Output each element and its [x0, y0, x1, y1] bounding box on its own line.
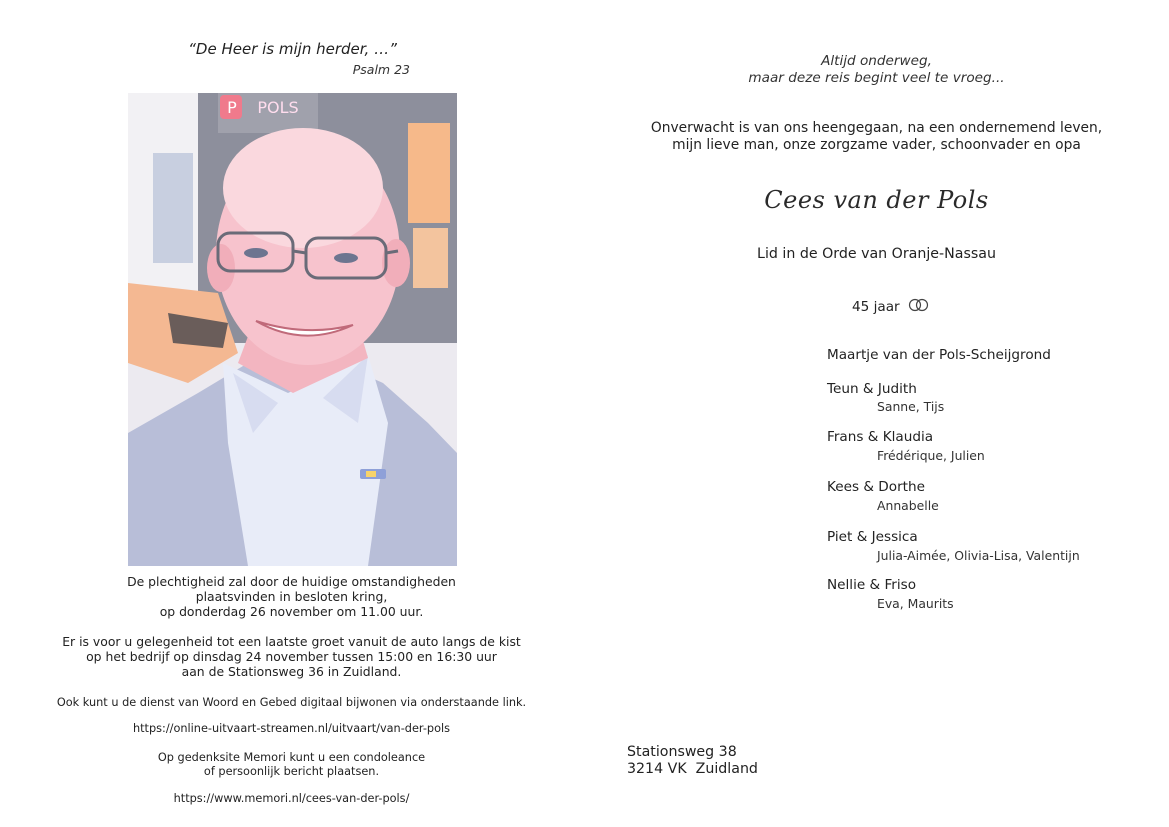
intro-text — [630, 120, 1123, 154]
farewell-line: aan de Stationsweg 36 in Zuidland. — [181, 664, 402, 679]
motto-line: maar deze reis begint veel te vroeg... — [748, 70, 1005, 86]
motto-line: Altijd onderweg, — [821, 53, 932, 69]
intro-line: mijn lieve man, onze zorgzame vader, schoonvader en opa — [672, 137, 1081, 153]
family-parents: Kees & Dorthe — [827, 479, 925, 495]
stream-text: Ook kunt u de dienst van Woord en Gebed digitaal bijwonen via onderstaande link. — [56, 696, 527, 709]
quote-source: Psalm 23 — [352, 62, 410, 77]
order-title: Lid in de Orde van Oranje-Nassau — [757, 246, 996, 262]
memori-link[interactable]: https://www.memori.nl/cees-van-der-pols/ — [173, 792, 410, 805]
farewell-line: Er is voor u gelegenheid tot een laatste groet vanuit de auto langs de kist — [62, 634, 521, 649]
ceremony-line: De plechtigheid zal door de huidige omstandigheden — [127, 574, 456, 589]
wedding-rings-icon — [908, 298, 930, 316]
address-line: 3214 VK Zuidland — [627, 761, 758, 777]
ceremony-line: op donderdag 26 november om 11.00 uur. — [159, 604, 424, 619]
motto — [640, 53, 1113, 87]
family-children: Frédérique, Julien — [877, 448, 985, 463]
farewell-info — [50, 634, 533, 679]
family-parents: Piet & Jessica — [827, 529, 918, 545]
family-parents: Frans & Klaudia — [827, 429, 934, 445]
marriage-years-text: 45 jaar — [852, 299, 900, 315]
address-line: Stationsweg 38 — [627, 744, 737, 760]
family-children: Julia-Aimée, Olivia-Lisa, Valentijn — [877, 548, 1080, 563]
family-children: Sanne, Tijs — [877, 399, 945, 414]
ceremony-line: plaatsvinden in besloten kring, — [195, 589, 388, 604]
marriage-years — [852, 298, 930, 316]
spouse-name: Maartje van der Pols-Scheijgrond — [827, 347, 1051, 363]
family-children: Annabelle — [877, 498, 939, 513]
ceremony-info — [60, 574, 523, 619]
memori-line: Op gedenksite Memori kunt u een condoleance — [157, 751, 426, 764]
family-parents: Nellie & Friso — [827, 577, 917, 593]
svg-text:P: P — [227, 98, 237, 117]
memori-line: of persoonlijk bericht plaatsen. — [203, 765, 380, 778]
quote-text: “De Heer is mijn herder, …” — [188, 40, 397, 58]
deceased-name: Cees van der Pols — [764, 186, 989, 214]
svg-text:POLS: POLS — [257, 98, 299, 117]
stream-link[interactable]: https://online-uitvaart-streamen.nl/uitvaart/van-der-pols — [132, 722, 451, 735]
farewell-line: op het bedrijf op dinsdag 24 november tussen 15:00 en 16:30 uur — [86, 649, 497, 664]
family-parents: Teun & Judith — [827, 381, 917, 397]
family-children: Eva, Maurits — [877, 596, 954, 611]
intro-line: Onverwacht is van ons heengegaan, na een ondernemend leven, — [650, 120, 1103, 136]
address — [627, 744, 758, 778]
portrait-photo — [128, 93, 457, 566]
memori-info — [60, 751, 523, 779]
